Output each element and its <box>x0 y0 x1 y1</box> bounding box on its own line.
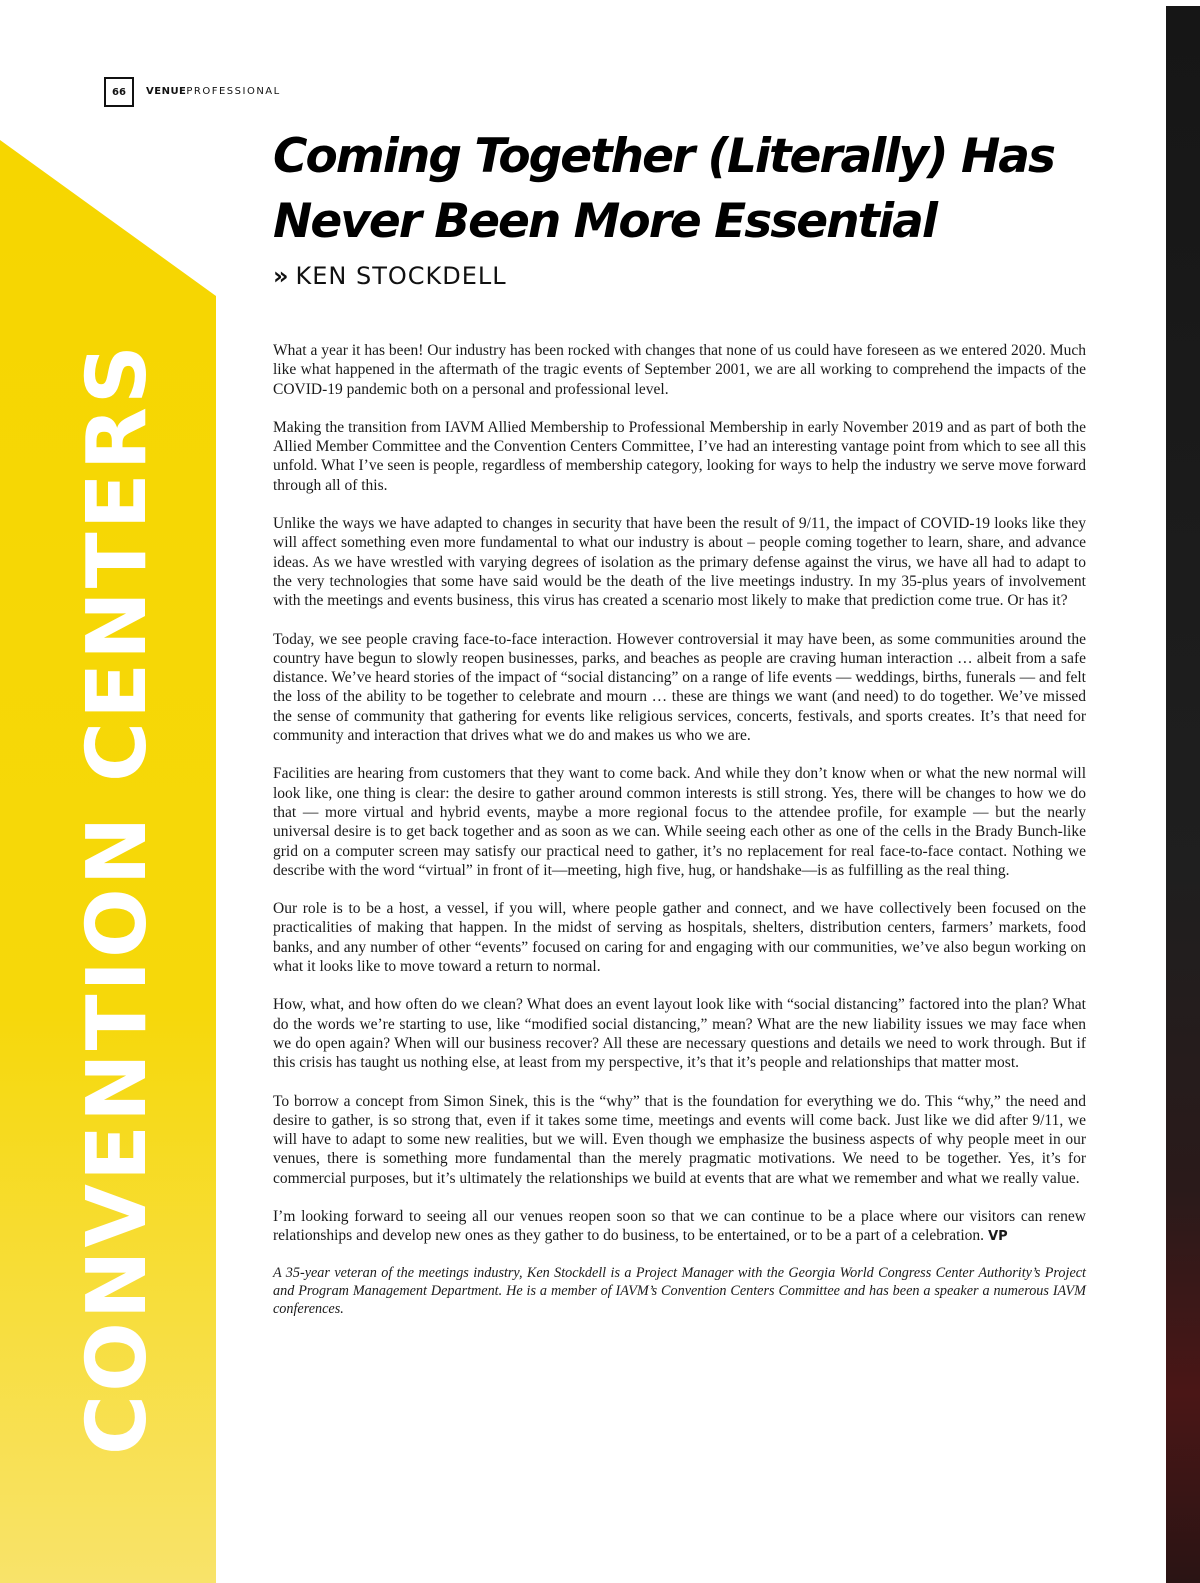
title-line-2: Never Been More Essential <box>273 194 936 249</box>
paragraph: How, what, and how often do we clean? What does an event layout look like with “social distancing” factored into the plan? What do the words we’re starting to use, like “modified social distancing,” mean? What are the new liability issues we may face when we do open again? When will our business recover? All these are necessary questions and details we need to work through. But if this crisis has taught us nothing else, at least from my perspective, it’s that it’s people and relationships that matter most. <box>273 996 1086 1072</box>
paragraph: Our role is to be a host, a vessel, if you will, where people gather and connect, and we have collectively been focused on the practicalities of making that happen. In the midst of serving as hospitals, shelters, distribution centers, farmers’ markets, food banks, and any number of other “events” focused on caring for and engaging with our communities, we’ve also begun working on what it looks like to move toward a return to normal. <box>273 900 1086 976</box>
author-bio: A 35-year veteran of the meetings industry, Ken Stockdell is a Project Manager with the Georgia World Congress Center Authority’s Project and Program Management Department. He is a member of IAVM’s Convention Centers Committee and has been a speaker a numerous IAVM conferences. <box>273 1264 1086 1317</box>
paragraph: Facilities are hearing from customers that they want to come back. And while they don’t know when or what the new normal will look like, one thing is clear: the desire to gather around common interests is still strong. Yes, there will be changes to how we do that — more virtual and hybrid events, maybe a more regional focus to the attendee profile, for example — but the nearly universal desire is to get back together and as soon as we can. While seeing each other as one of the cells in the Brady Bunch-like grid on a computer screen may satisfy our practical need to gather, it’s no replacement for real face-to-face contact. Nothing we describe with the word “virtual” in front of it—meeting, high five, hug, or handshake—is as fulfilling as the real thing. <box>273 765 1086 879</box>
byline <box>273 262 507 290</box>
masthead <box>146 86 281 97</box>
masthead-brand: VENUE <box>146 86 187 97</box>
paragraph: Unlike the ways we have adapted to changes in security that have been the result of 9/11, the impact of COVID-19 looks like they will affect something even more fundamental to what our industry is about – people coming together to learn, share, and advance ideas. As we have wrestled with varying degrees of isolation as the primary defense against the virus, we have all had to adapt to the very technologies that some have said would be the death of the live meetings industry. In my 35-plus years of involvement with the meetings and events business, this virus has created a scenario most likely to make that prediction come true. Or has it? <box>273 515 1086 610</box>
article-body <box>273 341 1086 1318</box>
author-name: KEN STOCKDELL <box>295 262 507 290</box>
masthead-brand-rest: PROFESSIONAL <box>186 86 281 97</box>
final-paragraph-text: I’m looking forward to seeing all our venues reopen soon so that we can continue to be a place where our visitors can renew relationships and develop new ones as they gather to do business, to be entertained, or to be a part of a celebration. <box>273 1207 1086 1245</box>
end-mark: VP <box>988 1229 1008 1245</box>
byline-chevron-icon: » <box>273 262 290 290</box>
page-number: 66 <box>104 77 134 107</box>
final-paragraph <box>273 1207 1086 1247</box>
title-line-1: Coming Together (Literally) Has <box>273 129 1054 184</box>
paragraph: What a year it has been! Our industry has been rocked with changes that none of us could have foreseen as we entered 2020. Much like what happened in the aftermath of the tragic events of September 2001, we are all working to comprehend the impacts of the COVID-19 pandemic both on a personal and professional level. <box>273 342 1086 398</box>
paragraph: Today, we see people craving face-to-face interaction. However controversial it may have been, as some communities around the country have begun to slowly reopen businesses, parks, and beaches as people are craving human interaction … albeit from a safe distance. We’ve heard stories of the impact of “social distancing” on a range of life events — weddings, births, funerals — and felt the loss of the ability to be together to celebrate and mourn … these are things we want (and need) to do together. We’ve missed the sense of community that gathering for events like religious services, concerts, festivals, and sports creates. It’s that need for community and interaction that drives what we do and makes us who we are. <box>273 630 1086 745</box>
paragraph: To borrow a concept from Simon Sinek, this is the “why” that is the foundation for everything we do. This “why,” the need and desire to gather, is so strong that, even if it takes some time, meetings and events will come back. Just like we did after 9/11, we will have to adapt to some new realities, but we will. Even though we emphasize the business aspects of why people meet in our venues, there is something more fundamental than the merely pragmatic motivations. We need to be together. Yes, it’s for commercial purposes, but it’s ultimately the relationships we build at events that are what we remember and what we really value. <box>273 1092 1086 1187</box>
page-edge-strip <box>1166 6 1200 1583</box>
section-label: CONVENTION CENTERS <box>70 342 165 1455</box>
paragraph: Making the transition from IAVM Allied Membership to Professional Membership in early November 2019 and as part of both the Allied Member Committee and the Convention Centers Committee, I’ve had an interesting vantage point from which to see all this unfold. What I’ve seen is people, regardless of membership category, looking for ways to help the industry we serve move forward through all of this. <box>273 418 1086 494</box>
article-title <box>273 124 1133 254</box>
